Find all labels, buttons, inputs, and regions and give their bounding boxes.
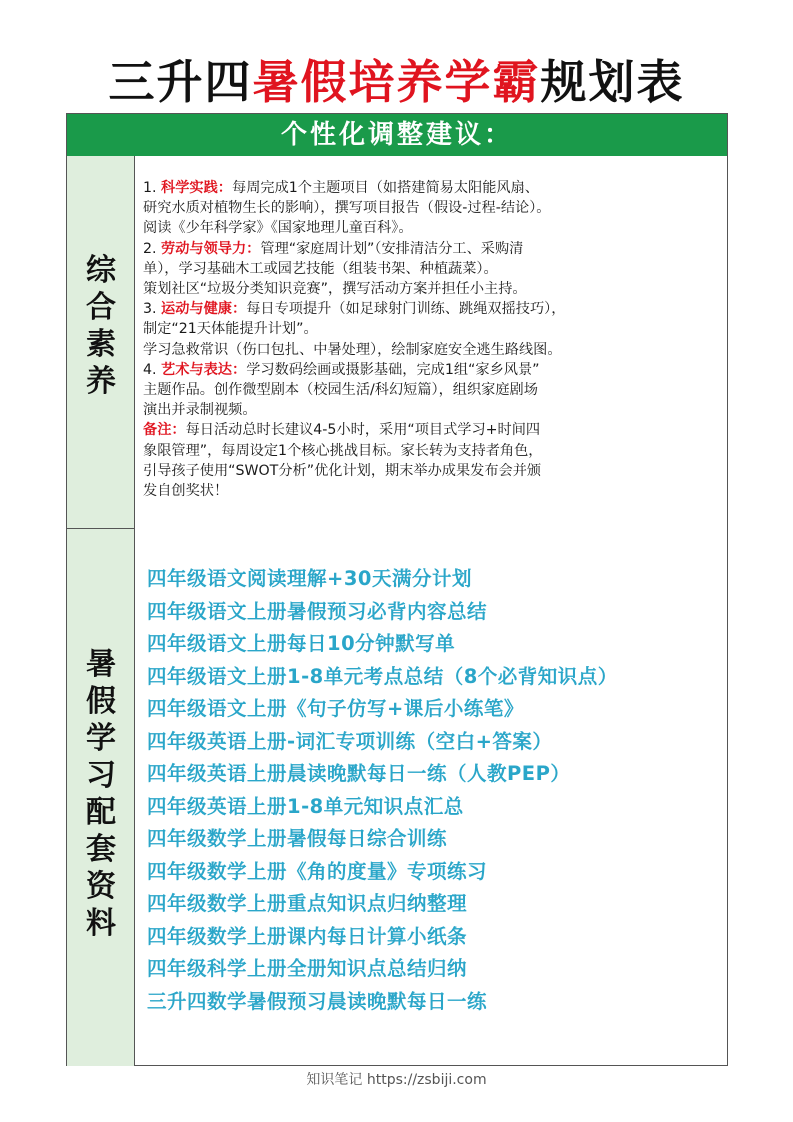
highlight-heading: 艺术与表达： [161, 361, 247, 378]
line-text: 象限管理”，每周设定1个核心挑战目标。家长转为支持者角色， [143, 442, 543, 459]
side-cell-materials [67, 529, 135, 1066]
content-line [143, 380, 733, 400]
side-label-char: 资 [86, 869, 116, 904]
material-link[interactable]: 四年级语文阅读理解+30天满分计划 [147, 567, 472, 590]
line-text: 每日活动总时长建议4-5小时，采用“项目式学习+时间四 [185, 422, 541, 439]
plan-table [66, 113, 728, 1066]
side-label-comprehensive [67, 252, 135, 400]
line-text: 4. [143, 361, 162, 378]
material-link[interactable]: 四年级语文上册暑假预习必背内容总结 [147, 599, 488, 623]
material-link[interactable]: 三升四数学暑假预习晨读晚默每日一练 [147, 989, 488, 1013]
line-text: 引导孩子使用“SWOT分析”优化计划，期末举办成果发布会并颁 [143, 462, 542, 479]
line-text: 制定“21天体能提升计划”。 [143, 321, 318, 338]
table-header: 个性化调整建议： [67, 114, 727, 156]
footer-watermark: 知识笔记 https://zsbiji.com [306, 1072, 487, 1088]
content-line [143, 218, 733, 238]
material-link[interactable]: 四年级数学上册《角的度量》专项练习 [147, 859, 488, 883]
material-link[interactable]: 四年级语文上册《句子仿写+课后小练笔》 [147, 697, 524, 720]
highlight-heading: 备注： [143, 422, 186, 439]
highlight-heading: 运动与健康： [161, 301, 247, 318]
highlight-heading: 劳动与领导力： [161, 240, 261, 257]
line-text: 学习数码绘画或摄影基础，完成1组“家乡风景” [246, 361, 540, 378]
line-text: 每日专项提升（如足球射门训练、跳绳双摇技巧）， [246, 301, 566, 318]
material-link[interactable]: 四年级英语上册晨读晚默每日一练（人教PEP） [147, 762, 571, 785]
material-link[interactable]: 四年级语文上册1-8单元考点总结（8个必背知识点） [147, 664, 618, 688]
line-text: 学习急救常识（伤口包扎、中暑处理），绘制家庭安全逃生路线图。 [143, 341, 562, 358]
title-part-1: 三升四 [108, 55, 253, 109]
content-line [143, 420, 733, 440]
content-line [143, 259, 733, 279]
material-link[interactable]: 四年级英语上册-词汇专项训练（空白+答案） [147, 729, 553, 753]
side-label-char: 套 [86, 832, 116, 867]
line-text: 2. [143, 240, 162, 257]
side-label-char: 假 [86, 684, 116, 719]
material-link[interactable]: 四年级数学上册重点知识点归纳整理 [147, 892, 468, 915]
material-link[interactable]: 四年级数学上册课内每日计算小纸条 [147, 924, 468, 948]
title-part-3: 规划表 [540, 55, 685, 109]
highlight-heading: 科学实践： [161, 180, 232, 196]
side-label-char: 习 [86, 758, 116, 793]
content-line [143, 441, 733, 461]
side-label-char: 合 [86, 290, 116, 325]
side-cell-comprehensive [67, 156, 135, 529]
comprehensive-content [143, 178, 733, 501]
content-line [143, 461, 733, 481]
side-label-char: 养 [86, 364, 116, 399]
content-line [143, 340, 733, 360]
content-line [143, 178, 733, 198]
material-link[interactable]: 四年级语文上册每日10分钟默写单 [147, 632, 456, 655]
content-line [143, 279, 733, 299]
content-line [143, 400, 733, 420]
side-label-char: 素 [86, 327, 116, 362]
side-label-char: 综 [86, 253, 116, 288]
line-text: 1. [143, 180, 162, 196]
page-title [0, 52, 793, 112]
side-label-char: 学 [86, 721, 116, 756]
material-link[interactable]: 四年级英语上册1-8单元知识点汇总 [147, 794, 464, 818]
line-text: 每周完成1个主题项目（如搭建简易太阳能风扇、 [232, 180, 539, 196]
content-line [143, 239, 733, 259]
line-text: 策划社区“垃圾分类知识竞赛”，撰写活动方案并担任小主持。 [143, 281, 527, 298]
line-text: 主题作品。创作微型剧本（校园生活/科幻短篇），组织家庭剧场 [143, 382, 538, 399]
side-label-char: 配 [86, 795, 116, 830]
line-text: 单），学习基础木工或园艺技能（组装书架、种植蔬菜）。 [143, 260, 498, 277]
material-link[interactable]: 四年级数学上册暑假每日综合训练 [147, 827, 448, 850]
side-label-char: 料 [86, 906, 116, 941]
line-text: 发自创奖状！ [143, 483, 229, 500]
content-line [143, 481, 733, 501]
material-link[interactable]: 四年级科学上册全册知识点总结归纳 [147, 957, 468, 980]
line-text: 管理“家庭周计划”（安排清洁分工、采购清 [260, 240, 524, 257]
side-label-char: 暑 [86, 647, 116, 682]
line-text: 演出并录制视频。 [143, 402, 257, 419]
line-text: 3. [143, 301, 162, 318]
materials-list [147, 563, 747, 1018]
content-line [143, 299, 733, 319]
line-text: 阅读《少年科学家》《国家地理儿童百科》。 [143, 220, 413, 237]
content-line [143, 360, 733, 380]
content-line [143, 198, 733, 218]
side-label-materials [67, 646, 135, 942]
content-line [143, 319, 733, 339]
line-text: 研究水质对植物生长的影响），撰写项目报告（假设-过程-结论）。 [143, 200, 551, 217]
title-part-2: 暑假培养学霸 [252, 55, 541, 109]
